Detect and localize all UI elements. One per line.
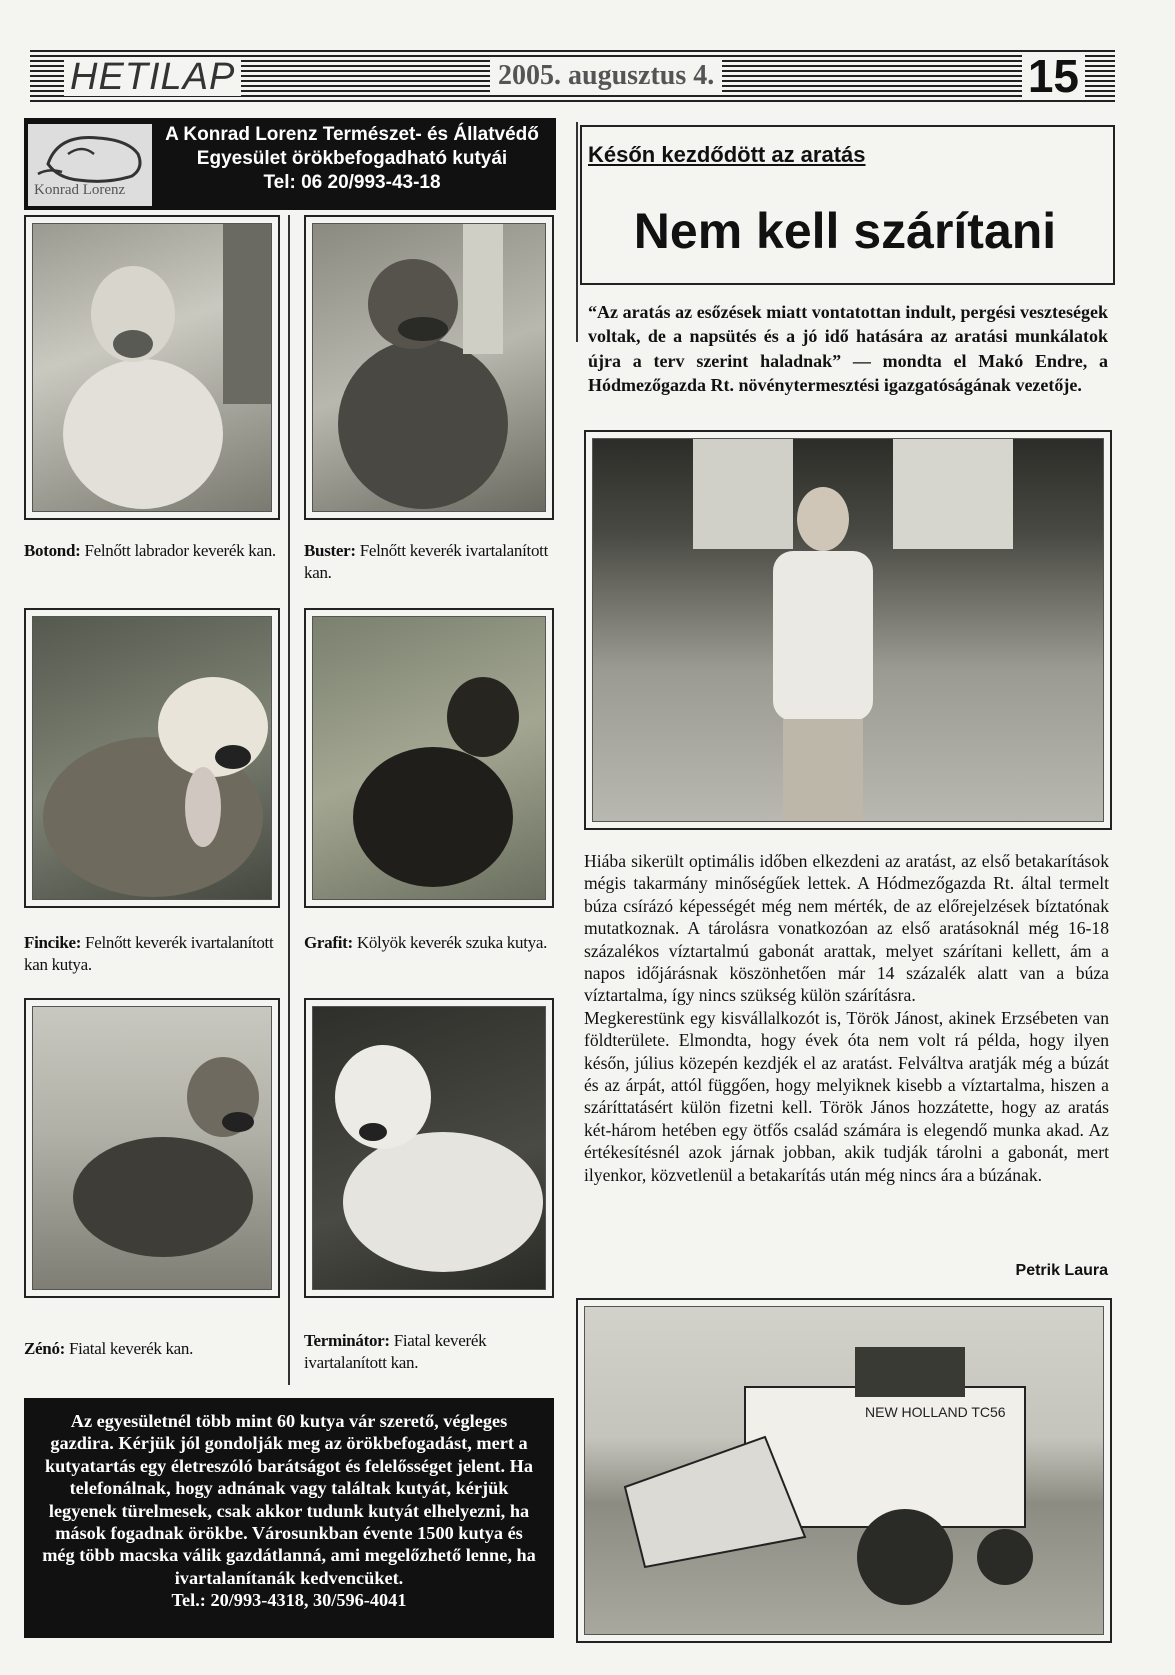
dog-name: Fincike: [24, 933, 82, 952]
dog-photo-fincike [24, 608, 280, 908]
notice-phone: Tel.: 20/993-4318, 30/596-4041 [171, 1590, 407, 1611]
dog-photo-botond [24, 215, 280, 520]
column-divider [288, 215, 290, 1385]
dog-name: Zénó: [24, 1339, 66, 1358]
article-photo-person [584, 430, 1112, 830]
dog-desc: Felnőtt keverék ivartalanított kan kutya. [24, 933, 274, 974]
society-banner [24, 118, 556, 210]
article-byline: Petrik Laura [1015, 1262, 1108, 1279]
publication-name: HETILAP [64, 58, 241, 96]
article-headline: Nem kell szárítani [633, 203, 1057, 259]
dog-photo-buster [304, 215, 554, 520]
article-body [584, 850, 1109, 1186]
adoption-notice [24, 1398, 554, 1638]
dog-caption-grafit [304, 932, 554, 954]
logo-text: Konrad Lorenz [34, 182, 126, 198]
dog-caption-buster [304, 540, 554, 584]
banner-line-1: A Konrad Lorenz Természet- és Állatvédő [165, 124, 539, 145]
dog-caption-botond [24, 540, 280, 562]
dog-name: Grafit: [304, 933, 353, 952]
article-lead: “Az aratás az esőzések miatt vontatottan indult, pergési veszteségek voltak, de a napsütés és a jó idő hatására az aratási munkálatok újra a terv szerint haladnak” — mondta el Makó Endre, a Hódmezőgazda Rt. növénytermesztési igazgatóságának vezetője. [588, 302, 1108, 396]
dog-name: Botond: [24, 541, 81, 560]
article-divider [576, 122, 578, 342]
dog-desc: Felnőtt labrador keverék kan. [84, 541, 276, 560]
dog-name: Buster: [304, 541, 356, 560]
page-header [30, 50, 1115, 102]
combine-label: NEW HOLLAND TC56 [865, 1404, 1006, 1420]
dog-desc: Fiatal keverék kan. [68, 1339, 194, 1358]
issue-date: 2005. augusztus 4. [490, 60, 722, 92]
dog-desc: Fiatal keverék ivartalanított kan. [304, 1331, 487, 1372]
dog-caption-fincike [24, 932, 280, 976]
dog-photo-zeno [24, 998, 280, 1298]
dog-desc: Felnőtt keverék ivartalanított kan. [304, 541, 549, 582]
page-number: 15 [1022, 52, 1085, 100]
dog-caption-zeno [24, 1338, 280, 1360]
dog-desc: Kölyök keverék szuka kutya. [356, 933, 548, 952]
society-logo [28, 124, 152, 206]
banner-line-2: Egyesület örökbefogadható kutyái [196, 148, 508, 169]
dog-name: Terminátor: [304, 1331, 390, 1350]
dog-caption-terminator [304, 1330, 554, 1374]
article-photo-combine [576, 1298, 1112, 1643]
notice-text: Az egyesületnél több mint 60 kutya vár szerető, végleges gazdira. Kérjük jól gondolják meg az örökbefogadást, mert a kutyatartás egy életreszóló barátságot és felelősséget jelent. Ha telefonálnak, hogy adnának vagy találtak kutyát, kérjük legyenek türelmesek, csak akkor tudunk kutyát elhelyezni, ha mások fogadnak örökbe. Városunkban évente 1500 kutya és még több macska válik gazdátlanná, ami megelőzhető lenne, ha ivartalanítanák kedvencüket. [42, 1411, 536, 1588]
article-paragraph: Hiába sikerült optimális időben elkezdeni az aratást, az első betakarítások mégis takarmány minőségűek lettek. A Hódmezőgazda Rt. által termelt búza csírázó képességét még nem mérték, de az előrejelzések bíztatónak mutatkoznak. A tárolásra vonatkozóan az első aratásoknál még 16-18 százalékos víztartalmú gabonát arattak, melyet szárítani kellett, ám a napos időjárásnak köszönhetően már 14 százalék alatt van a búza víztartalma, így nincs szükség külön szárításra. [584, 851, 1109, 1006]
article-paragraph: Megkerestünk egy kisvállalkozót is, Török Jánost, akinek Erzsébeten van földterülete. Elmondta, hogy évek óta nem volt rá példa, hogy ilyen későn, július közepén kezdjék el az aratást. Felváltva aratják még a búzát és az árpát, attól függően, hogy melyiknek kisebb a víztartalma, hiszen a száríttatásért külön fizetni kell. Török János hozzátette, hogy az aratás két-három hetében egy ötfős család számára is elegendő munka akad. Az értékesítésnél azok járnak jobban, akik tudják tárolni a gabonát, mert ilyenkor, közvetlenül a betakarítás után még nincs ára a búzának. [584, 1007, 1109, 1185]
dog-photo-terminator [304, 998, 554, 1298]
dog-photo-grafit [304, 608, 554, 908]
article-kicker: Későn kezdődött az aratás [588, 142, 866, 167]
banner-line-3: Tel: 06 20/993-43-18 [263, 172, 441, 193]
